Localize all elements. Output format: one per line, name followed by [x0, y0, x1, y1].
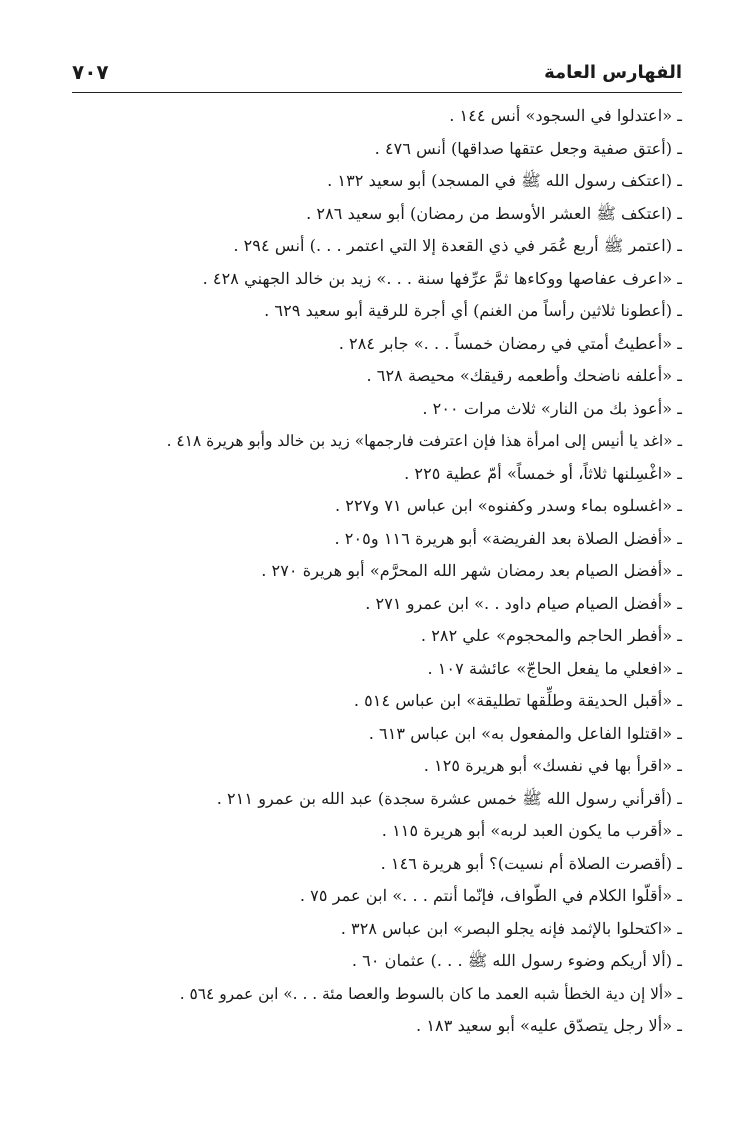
index-entry: ـ «اغْسِلنها ثلاثاً، أو خمساً» أمّ عطية ٢٢٥ . — [404, 463, 682, 483]
index-entry: ـ «أعطيتُ أمتي في رمضان خمساً . . .» جابر ٢٨٤ . — [338, 333, 682, 353]
index-entry: ـ «ألا رجل يتصدّق عليه» أبو سعيد ١٨٣ . — [416, 1016, 682, 1035]
index-entry: ـ «افعلي ما يفعل الحاجّ» عائشة ١٠٧ . — [427, 658, 682, 678]
index-entry: ـ «أفضل الصلاة بعد الفريضة» أبو هريرة ١١٦ و٢٠٥ . — [334, 528, 682, 548]
index-entry: ـ «اكتحلوا بالإثمد فإنه يجلو البصر» ابن عباس ٣٢٨ . — [340, 918, 682, 938]
index-entry: ـ (اعتمر ﷺ أربع عُمَر في ذي القعدة إلا التي اعتمر . . .) أنس ٢٩٤ . — [233, 236, 682, 255]
index-entry: ـ «أفضل الصيام بعد رمضان شهر الله المحرَّم» أبو هريرة ٢٧٠ . — [261, 561, 682, 580]
index-entry: ـ «أقلّوا الكلام في الطّواف، فإنّما أنتم . . .» ابن عمر ٧٥ . — [299, 886, 682, 905]
index-entry: ـ «ألا إن دية الخطأ شبه العمد ما كان بالسوط والعصا مئة . . .» ابن عمرو ٥٦٤ . — [179, 984, 682, 1003]
index-entry: ـ «اغد يا أنيس إلى امرأة هذا فإن اعترفت فارجمها» زيد بن خالد وأبو هريرة ٤١٨ . — [166, 432, 682, 450]
index-entry: ـ «أعلفه ناضحك وأطعمه رقيقك» محيصة ٦٢٨ . — [366, 366, 682, 385]
index-entry: ـ (أقصرت الصلاة أم نسيت)؟ أبو هريرة ١٤٦ . — [380, 853, 682, 873]
index-entry: ـ (اعتكف ﷺ العشر الأوسط من رمضان) أبو سعيد ٢٨٦ . — [306, 203, 682, 223]
index-entry: ـ «اقتلوا الفاعل والمفعول به» ابن عباس ٦١٣ . — [368, 723, 682, 743]
index-entry: ـ «اغسلوه بماء وسدر وكفنوه» ابن عباس ٧١ و٢٢٧ . — [334, 496, 682, 515]
index-entry: ـ «أقبل الحديقة وطلِّقها تطليقة» ابن عباس ٥١٤ . — [353, 691, 682, 710]
header-divider — [72, 92, 682, 93]
page-header — [72, 58, 682, 92]
index-entry: ـ (أقرأني رسول الله ﷺ خمس عشرة سجدة) عبد الله بن عمرو ٢١١ . — [216, 788, 682, 808]
index-entry: ـ (اعتكف رسول الله ﷺ في المسجد) أبو سعيد ١٣٢ . — [327, 171, 682, 190]
index-entry: ـ «اعتدلوا في السجود» أنس ١٤٤ . — [449, 106, 682, 125]
hadith-index-list — [62, 100, 682, 1043]
index-entry: ـ «اقرأ بها في نفسك» أبو هريرة ١٢٥ . — [423, 756, 682, 775]
index-entry: ـ «أفضل الصيام صيام داود . .» ابن عمرو ٢٧١ . — [365, 593, 682, 613]
index-entry: ـ (ألا أريكم وضوء رسول الله ﷺ . . .) عثمان ٦٠ . — [351, 951, 682, 970]
index-entry: ـ «أفطر الحاجم والمحجوم» علي ٢٨٢ . — [420, 626, 682, 645]
index-entry: ـ «أقرب ما يكون العبد لربه» أبو هريرة ١١٥ . — [381, 821, 682, 840]
index-entry: ـ (أعطونا ثلاثين رأساً من الغنم) أي أجرة للرقية أبو سعيد ٦٢٩ . — [264, 301, 682, 320]
page-number: ٧٠٧ — [72, 60, 109, 84]
index-entry: ـ «اعرف عفاصها ووكاءها ثمَّ عرِّفها سنة . . .» زيد بن خالد الجهني ٤٢٨ . — [202, 268, 682, 288]
index-entry: ـ (أعتق صفية وجعل عتقها صداقها) أنس ٤٧٦ . — [374, 138, 682, 158]
running-title: الفهارس العامة — [544, 62, 682, 83]
index-entry: ـ «أعوذ بك من النار» ثلاث مرات ٢٠٠ . — [422, 398, 682, 418]
